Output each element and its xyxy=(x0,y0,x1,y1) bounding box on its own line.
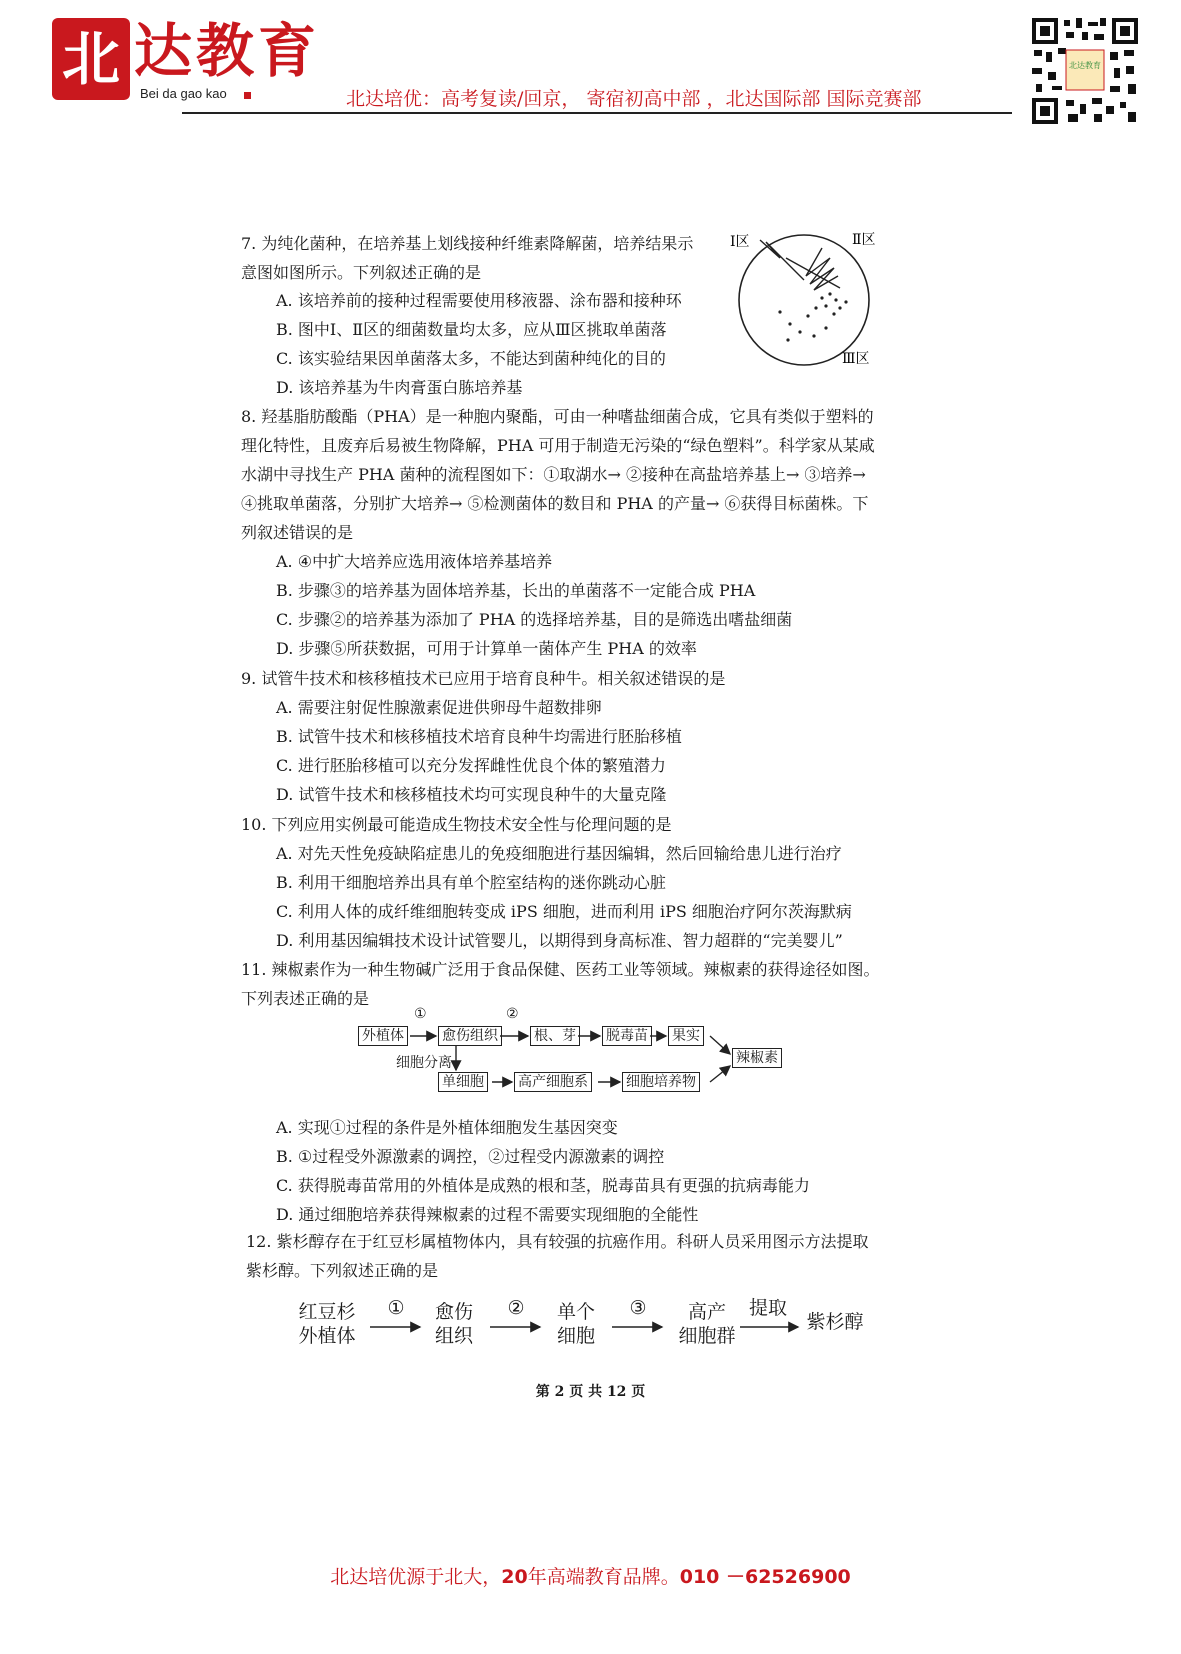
q12-flow-arrows xyxy=(360,1320,810,1334)
logo-character: 北 xyxy=(61,25,120,93)
q10-option-c: C. 利用人体的成纤维细胞转变成 iPS 细胞，进而利用 iPS 细胞治疗阿尔茨海默病 xyxy=(276,902,852,921)
q11-node-high-yield: 高产细胞系 xyxy=(514,1072,592,1092)
q7-zone2-label: Ⅱ区 xyxy=(852,232,876,248)
q11-step1-label: ① xyxy=(414,1006,427,1022)
q10-option-b: B. 利用干细胞培养出具有单个腔室结构的迷你跳动心脏 xyxy=(276,873,666,892)
q7-stem-line1: 7. 为纯化菌种，在培养基上划线接种纤维素降解菌，培养结果示 xyxy=(241,234,694,253)
q10-option-a: A. 对先天性免疫缺陷症患儿的免疫细胞进行基因编辑，然后回输给患儿进行治疗 xyxy=(276,844,842,863)
q11-option-a: A. 实现①过程的条件是外植体细胞发生基因突变 xyxy=(276,1118,618,1137)
q12-stem-line1: 12. 紫杉醇存在于红豆杉属植物体内，具有较强的抗癌作用。科研人员采用图示方法提取 xyxy=(246,1232,869,1251)
qr-code-icon xyxy=(1030,16,1140,126)
q8-option-c: C. 步骤②的培养基为添加了 PHA 的选择培养基，目的是筛选出嗜盐细菌 xyxy=(276,610,793,629)
q11-option-b: B. ①过程受外源激素的调控，②过程受内源激素的调控 xyxy=(276,1147,665,1166)
q10-option-d: D. 利用基因编辑技术设计试管婴儿，以期得到身高标准、智力超群的“完美婴儿” xyxy=(276,931,843,950)
q12-node-explant-line1: 红豆杉 xyxy=(298,1301,356,1323)
logo-pinyin: Bei da gao kao xyxy=(140,86,227,101)
q11-node-capsaicin: 辣椒素 xyxy=(732,1048,782,1068)
qr-center-label: 北达教育 xyxy=(1069,61,1101,70)
q7-zone3-label: Ⅲ区 xyxy=(842,351,870,367)
q12-stem-line2: 紫杉醇。下列叙述正确的是 xyxy=(246,1261,439,1280)
q7-petri-dish-figure xyxy=(730,228,900,373)
footer-ad-text2: 年高端教育品牌。 xyxy=(527,1566,680,1588)
q11-option-c: C. 获得脱毒苗常用的外植体是成熟的根和茎，脱毒苗具有更强的抗病毒能力 xyxy=(276,1176,810,1195)
q11-node-fruit: 果实 xyxy=(668,1026,704,1046)
q12-node-single-cell-line1: 单个 xyxy=(556,1301,595,1323)
q12-node-single-cell-line2: 细胞 xyxy=(556,1325,595,1347)
q12-node-taxol: 紫杉醇 xyxy=(806,1311,864,1333)
q7-option-b: B. 图中Ⅰ、Ⅱ区的细菌数量均太多，应从Ⅲ区挑取单菌落 xyxy=(276,320,667,339)
q12-step3-label: ③ xyxy=(629,1297,647,1319)
q12-step4-label: 提取 xyxy=(748,1297,787,1319)
q7-option-a: A. 该培养前的接种过程需要使用移液器、涂布器和接种环 xyxy=(276,291,682,310)
q7-option-d: D. 该培养基为牛肉膏蛋白胨培养基 xyxy=(276,378,523,397)
q7-stem-line2: 意图如图所示。下列叙述正确的是 xyxy=(241,263,482,282)
q7-option-c: C. 该实验结果因单菌落太多，不能达到菌种纯化的目的 xyxy=(276,349,666,368)
q8-stem-line4: ④挑取单菌落，分别扩大培养→ ⑤检测菌体的数目和 PHA 的产量→ ⑥获得目标菌株。下 xyxy=(241,494,869,513)
q8-stem-line3: 水湖中寻找生产 PHA 菌种的流程图如下：①取湖水→ ②接种在高盐培养基上→ ③培养→ xyxy=(241,465,866,484)
q11-stem-line1: 11. 辣椒素作为一种生物碱广泛用于食品保健、医药工业等领域。辣椒素的获得途径如图。 xyxy=(241,960,880,979)
q12-node-high-yield-line2: 细胞群 xyxy=(678,1325,736,1347)
q12-node-callus-line1: 愈伤 xyxy=(434,1301,473,1323)
q8-stem-line2: 理化特性，且废弃后易被生物降解，PHA 可用于制造无污染的“绿色塑料”。科学家从某咸 xyxy=(241,436,875,455)
q11-node-culture: 细胞培养物 xyxy=(622,1072,700,1092)
q12-node-callus-line2: 组织 xyxy=(434,1325,473,1347)
q11-node-callus: 愈伤组织 xyxy=(438,1026,502,1046)
q9-option-d: D. 试管牛技术和核移植技术均可实现良种牛的大量克隆 xyxy=(276,785,667,804)
q9-option-b: B. 试管牛技术和核移植技术培育良种牛均需进行胚胎移植 xyxy=(276,727,682,746)
q8-stem-line5: 列叙述错误的是 xyxy=(241,523,354,542)
q12-node-explant-line2: 外植体 xyxy=(298,1325,356,1347)
header-divider xyxy=(182,112,1012,114)
footer-ad-phone: 010 －62526900 xyxy=(679,1566,851,1588)
q12-node-high-yield-line1: 高产 xyxy=(687,1301,726,1323)
footer-advert xyxy=(0,1562,1181,1589)
q8-stem-line1: 8. 羟基脂肪酸酯（PHA）是一种胞内聚酯，可由一种嗜盐细菌合成，它具有类似于塑料的 xyxy=(241,407,874,426)
q11-separation-label: 细胞分离 xyxy=(396,1055,452,1071)
q11-node-virus-free: 脱毒苗 xyxy=(602,1026,652,1046)
q12-step1-label: ① xyxy=(387,1297,405,1319)
q11-node-single-cell: 单细胞 xyxy=(438,1072,488,1092)
q11-stem-line2: 下列表述正确的是 xyxy=(241,989,370,1008)
q9-stem: 9. 试管牛技术和核移植技术已应用于培育良种牛。相关叙述错误的是 xyxy=(241,669,726,688)
q11-node-root-bud: 根、芽 xyxy=(530,1026,580,1046)
q8-option-b: B. 步骤③的培养基为固体培养基，长出的单菌落不一定能合成 PHA xyxy=(276,581,756,600)
q11-option-d: D. 通过细胞培养获得辣椒素的过程不需要实现细胞的全能性 xyxy=(276,1205,699,1224)
q11-step2-label: ② xyxy=(506,1006,519,1022)
page-number: 第 2 页 共 12 页 xyxy=(535,1384,646,1400)
q8-option-a: A. ④中扩大培养应选用液体培养基培养 xyxy=(276,552,553,571)
q12-step2-label: ② xyxy=(507,1297,525,1319)
q9-option-a: A. 需要注射促性腺激素促进供卵母牛超数排卵 xyxy=(276,698,602,717)
logo-name: 达教育 xyxy=(134,17,321,85)
header-slogan: 北达培优：高考复读/回京， 寄宿初高中部 ，北达国际部 国际竞赛部 xyxy=(346,88,922,110)
footer-ad-years: 20 xyxy=(501,1566,528,1588)
footer-ad-text: 北达培优源于北大， xyxy=(330,1566,502,1588)
q8-option-d: D. 步骤⑤所获数据，可用于计算单一菌体产生 PHA 的效率 xyxy=(276,639,697,658)
q7-zone1-label: Ⅰ区 xyxy=(730,234,750,250)
q11-node-explant: 外植体 xyxy=(358,1026,408,1046)
q9-option-c: C. 进行胚胎移植可以充分发挥雌性优良个体的繁殖潜力 xyxy=(276,756,666,775)
q12-node-explant xyxy=(292,1300,362,1348)
logo-square-mark xyxy=(244,92,251,99)
q11-flow-arrows xyxy=(350,1020,790,1104)
q10-stem: 10. 下列应用实例最可能造成生物技术安全性与伦理问题的是 xyxy=(241,815,672,834)
